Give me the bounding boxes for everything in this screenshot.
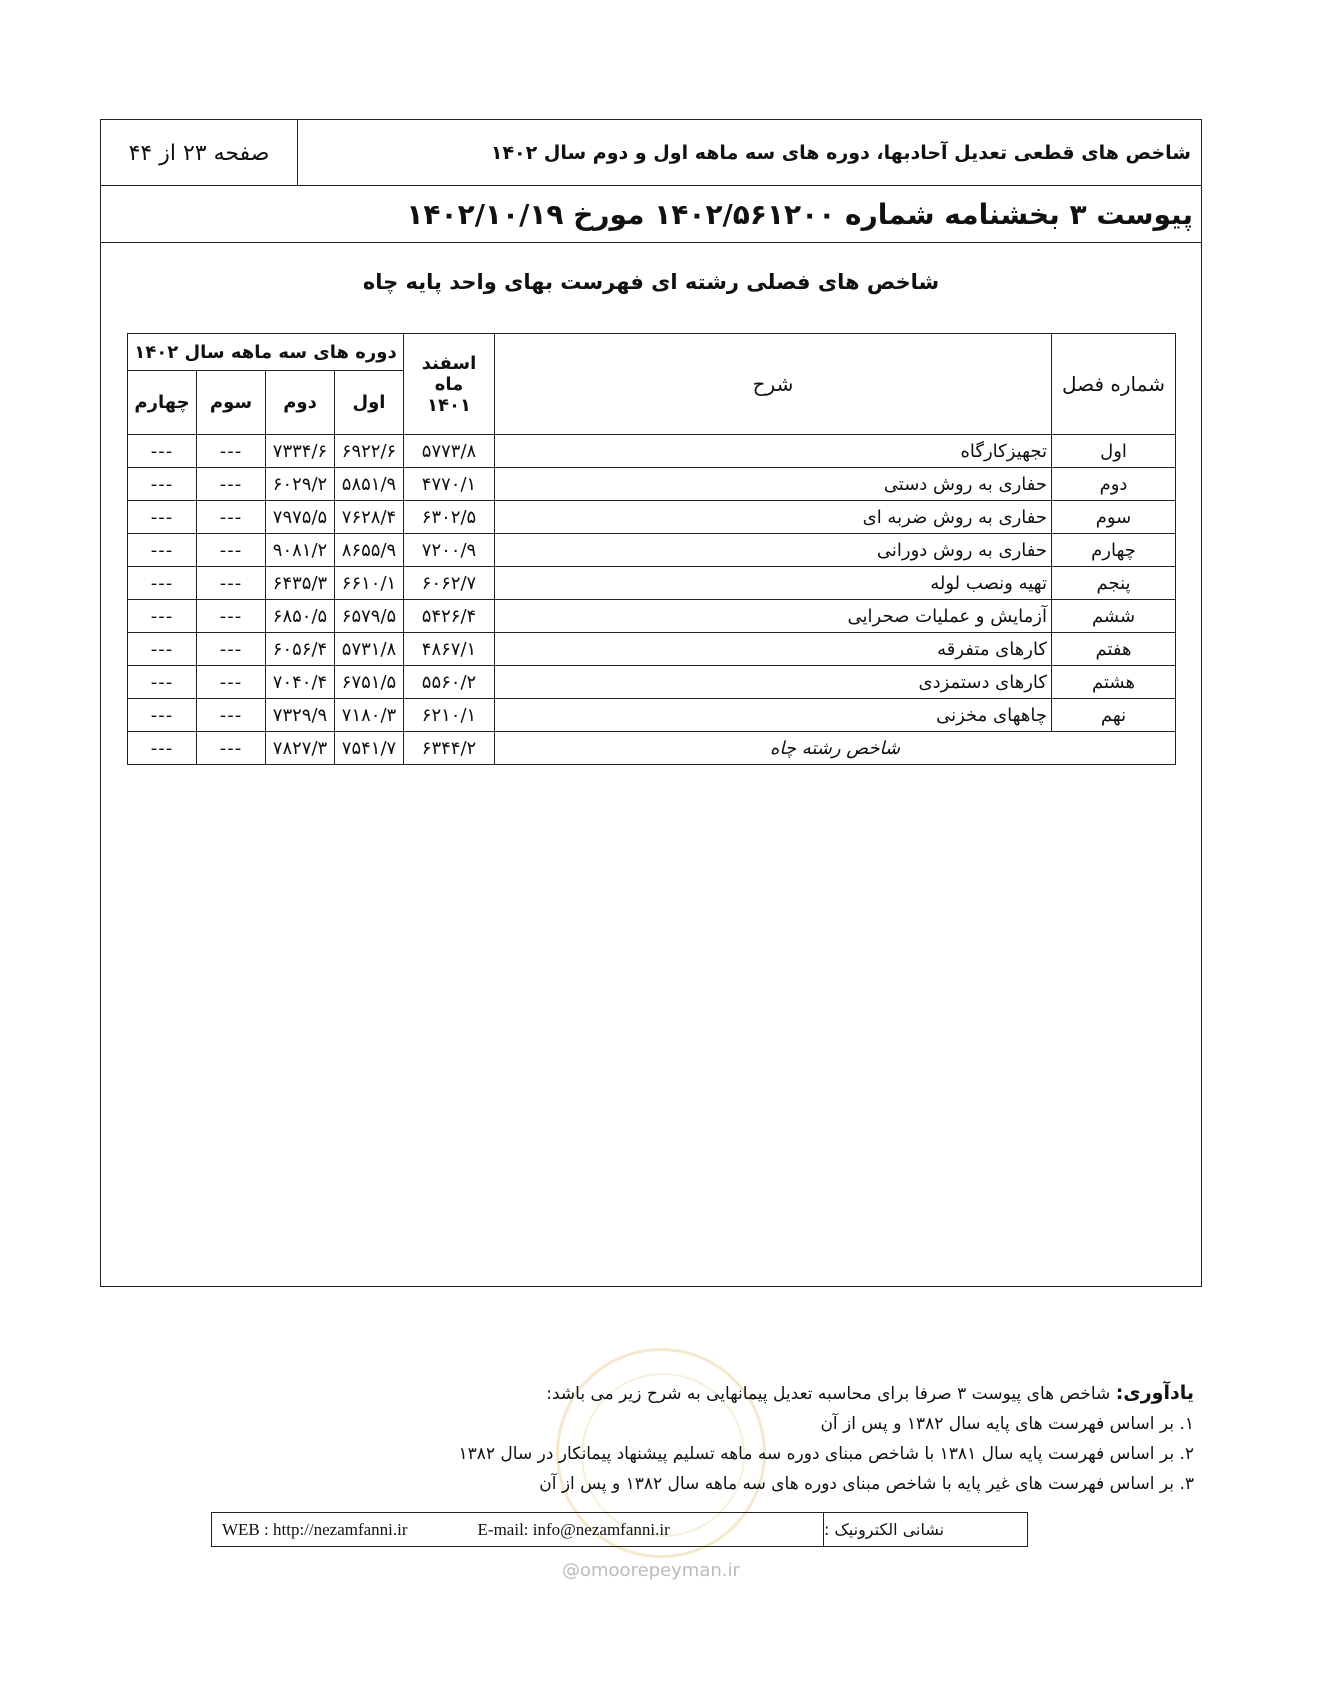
cell-q2: ۷۰۴۰/۴ bbox=[266, 666, 335, 699]
cell-q1: ۶۵۷۹/۵ bbox=[335, 600, 404, 633]
document-title: شاخص های قطعی تعدیل آحادبها، دوره های سه ماهه اول و دوم سال ۱۴۰۲ bbox=[490, 142, 1191, 164]
cell-q1: ۷۱۸۰/۳ bbox=[335, 699, 404, 732]
email-link[interactable]: E-mail: info@nezamfanni.ir bbox=[477, 1519, 670, 1539]
total-row bbox=[128, 732, 1176, 765]
cell-esfand: ۵۷۷۳/۸ bbox=[404, 435, 495, 468]
header-esfand-line2: ۱۴۰۱ bbox=[427, 394, 471, 416]
cell-q4: --- bbox=[128, 501, 197, 534]
table-row bbox=[128, 699, 1176, 732]
cell-chapter: هفتم bbox=[1052, 633, 1176, 666]
cell-total-q1: ۷۵۴۱/۷ bbox=[335, 732, 404, 765]
annex-title: پیوست ۳ بخشنامه شماره ۱۴۰۲/۵۶۱۲۰۰ مورخ ۱۴۰۲/۱۰/۱۹ bbox=[101, 186, 1201, 243]
notes-lead: یادآوری: bbox=[1115, 1382, 1194, 1404]
web-link[interactable]: WEB : http://nezamfanni.ir bbox=[222, 1519, 408, 1539]
header-description: شرح bbox=[495, 334, 1052, 435]
cell-description: کارهای متفرقه bbox=[495, 633, 1052, 666]
notes-intro: شاخص های پیوست ۳ صرفا برای محاسبه تعدیل پیمانهایی به شرح زیر می باشد: bbox=[546, 1384, 1111, 1404]
cell-q2: ۶۸۵۰/۵ bbox=[266, 600, 335, 633]
cell-description: حفاری به روش ضربه ای bbox=[495, 501, 1052, 534]
table-body bbox=[128, 435, 1176, 765]
cell-q2: ۶۴۳۵/۳ bbox=[266, 567, 335, 600]
cell-q3: --- bbox=[197, 699, 266, 732]
contact-box bbox=[211, 1512, 1028, 1547]
cell-description: چاههای مخزنی bbox=[495, 699, 1052, 732]
table-row bbox=[128, 435, 1176, 468]
cell-total-esfand: ۶۳۴۴/۲ bbox=[404, 732, 495, 765]
note-item: ۲. بر اساس فهرست پایه سال ۱۳۸۱ با شاخص مبنای دوره سه ماهه تسلیم پیشنهاد پیمانکار در سال ۱۳۸۲ bbox=[458, 1444, 1194, 1464]
cell-total-description: شاخص رشته چاه bbox=[495, 732, 1176, 765]
header-q3: سوم bbox=[197, 371, 266, 435]
table-row bbox=[128, 468, 1176, 501]
note-item: ۳. بر اساس فهرست های غیر پایه با شاخص مبنای دوره های سه ماهه سال ۱۳۸۲ و پس از آن bbox=[539, 1474, 1194, 1494]
cell-q4: --- bbox=[128, 468, 197, 501]
cell-esfand: ۶۰۶۲/۷ bbox=[404, 567, 495, 600]
cell-chapter: پنجم bbox=[1052, 567, 1176, 600]
cell-q3: --- bbox=[197, 501, 266, 534]
header-quarters-group: دوره های سه ماهه سال ۱۴۰۲ bbox=[128, 334, 404, 371]
header-chapter: شماره فصل bbox=[1052, 334, 1176, 435]
header-esfand-line1: اسفند ماه bbox=[421, 352, 477, 395]
contact-label: نشانی الکترونیک : bbox=[824, 1520, 945, 1539]
table-row bbox=[128, 633, 1176, 666]
cell-chapter: دوم bbox=[1052, 468, 1176, 501]
contact-links bbox=[212, 1513, 824, 1546]
cell-esfand: ۶۳۰۲/۵ bbox=[404, 501, 495, 534]
cell-description: تهیه ونصب لوله bbox=[495, 567, 1052, 600]
cell-q4: --- bbox=[128, 633, 197, 666]
table-row bbox=[128, 666, 1176, 699]
cell-q2: ۷۹۷۵/۵ bbox=[266, 501, 335, 534]
cell-chapter: نهم bbox=[1052, 699, 1176, 732]
cell-chapter: چهارم bbox=[1052, 534, 1176, 567]
cell-q4: --- bbox=[128, 666, 197, 699]
cell-description: حفاری به روش دورانی bbox=[495, 534, 1052, 567]
cell-chapter: ششم bbox=[1052, 600, 1176, 633]
cell-esfand: ۵۵۶۰/۲ bbox=[404, 666, 495, 699]
cell-q2: ۶۰۲۹/۲ bbox=[266, 468, 335, 501]
cell-esfand: ۵۴۲۶/۴ bbox=[404, 600, 495, 633]
index-table bbox=[127, 333, 1176, 765]
cell-q2: ۹۰۸۱/۲ bbox=[266, 534, 335, 567]
cell-q1: ۵۸۵۱/۹ bbox=[335, 468, 404, 501]
table-row bbox=[128, 534, 1176, 567]
table-row bbox=[128, 567, 1176, 600]
cell-q2: ۷۳۳۴/۶ bbox=[266, 435, 335, 468]
cell-q4: --- bbox=[128, 435, 197, 468]
cell-description: حفاری به روش دستی bbox=[495, 468, 1052, 501]
cell-q1: ۵۷۳۱/۸ bbox=[335, 633, 404, 666]
cell-q2: ۶۰۵۶/۴ bbox=[266, 633, 335, 666]
cell-q3: --- bbox=[197, 600, 266, 633]
cell-q1: ۶۷۵۱/۵ bbox=[335, 666, 404, 699]
cell-chapter: هشتم bbox=[1052, 666, 1176, 699]
cell-esfand: ۶۲۱۰/۱ bbox=[404, 699, 495, 732]
cell-q3: --- bbox=[197, 666, 266, 699]
header-esfand bbox=[404, 334, 495, 435]
cell-q4: --- bbox=[128, 567, 197, 600]
cell-esfand: ۷۲۰۰/۹ bbox=[404, 534, 495, 567]
cell-q3: --- bbox=[197, 468, 266, 501]
cell-total-q4: --- bbox=[128, 732, 197, 765]
cell-q1: ۶۶۱۰/۱ bbox=[335, 567, 404, 600]
cell-description: کارهای دستمزدی bbox=[495, 666, 1052, 699]
section-title: شاخص های فصلی رشته ای فهرست بهای واحد پایه چاه bbox=[362, 270, 940, 294]
cell-description: تجهیزکارگاه bbox=[495, 435, 1052, 468]
cell-esfand: ۴۸۶۷/۱ bbox=[404, 633, 495, 666]
cell-q4: --- bbox=[128, 600, 197, 633]
cell-q1: ۶۹۲۲/۶ bbox=[335, 435, 404, 468]
cell-total-q3: --- bbox=[197, 732, 266, 765]
cell-total-q2: ۷۸۲۷/۳ bbox=[266, 732, 335, 765]
header-row bbox=[101, 120, 1201, 186]
cell-q3: --- bbox=[197, 567, 266, 600]
watermark-site: @omoorepeyman.ir bbox=[562, 1560, 740, 1581]
cell-description: آزمایش و عملیات صحرایی bbox=[495, 600, 1052, 633]
note-item: ۱. بر اساس فهرست های پایه سال ۱۳۸۲ و پس از آن bbox=[820, 1414, 1194, 1434]
cell-q4: --- bbox=[128, 534, 197, 567]
table-row bbox=[128, 600, 1176, 633]
cell-q1: ۷۶۲۸/۴ bbox=[335, 501, 404, 534]
cell-q3: --- bbox=[197, 633, 266, 666]
cell-q2: ۷۳۲۹/۹ bbox=[266, 699, 335, 732]
cell-q3: --- bbox=[197, 534, 266, 567]
cell-chapter: اول bbox=[1052, 435, 1176, 468]
cell-q4: --- bbox=[128, 699, 197, 732]
page-number: صفحه ۲۳ از ۴۴ bbox=[101, 120, 298, 186]
cell-q1: ۸۶۵۵/۹ bbox=[335, 534, 404, 567]
cell-q3: --- bbox=[197, 435, 266, 468]
notes-section bbox=[194, 1378, 1194, 1499]
cell-chapter: سوم bbox=[1052, 501, 1176, 534]
notes-intro-line bbox=[194, 1378, 1194, 1409]
header-q2: دوم bbox=[266, 371, 335, 435]
cell-esfand: ۴۷۷۰/۱ bbox=[404, 468, 495, 501]
header-q1: اول bbox=[335, 371, 404, 435]
header-q4: چهارم bbox=[128, 371, 197, 435]
table-row bbox=[128, 501, 1176, 534]
